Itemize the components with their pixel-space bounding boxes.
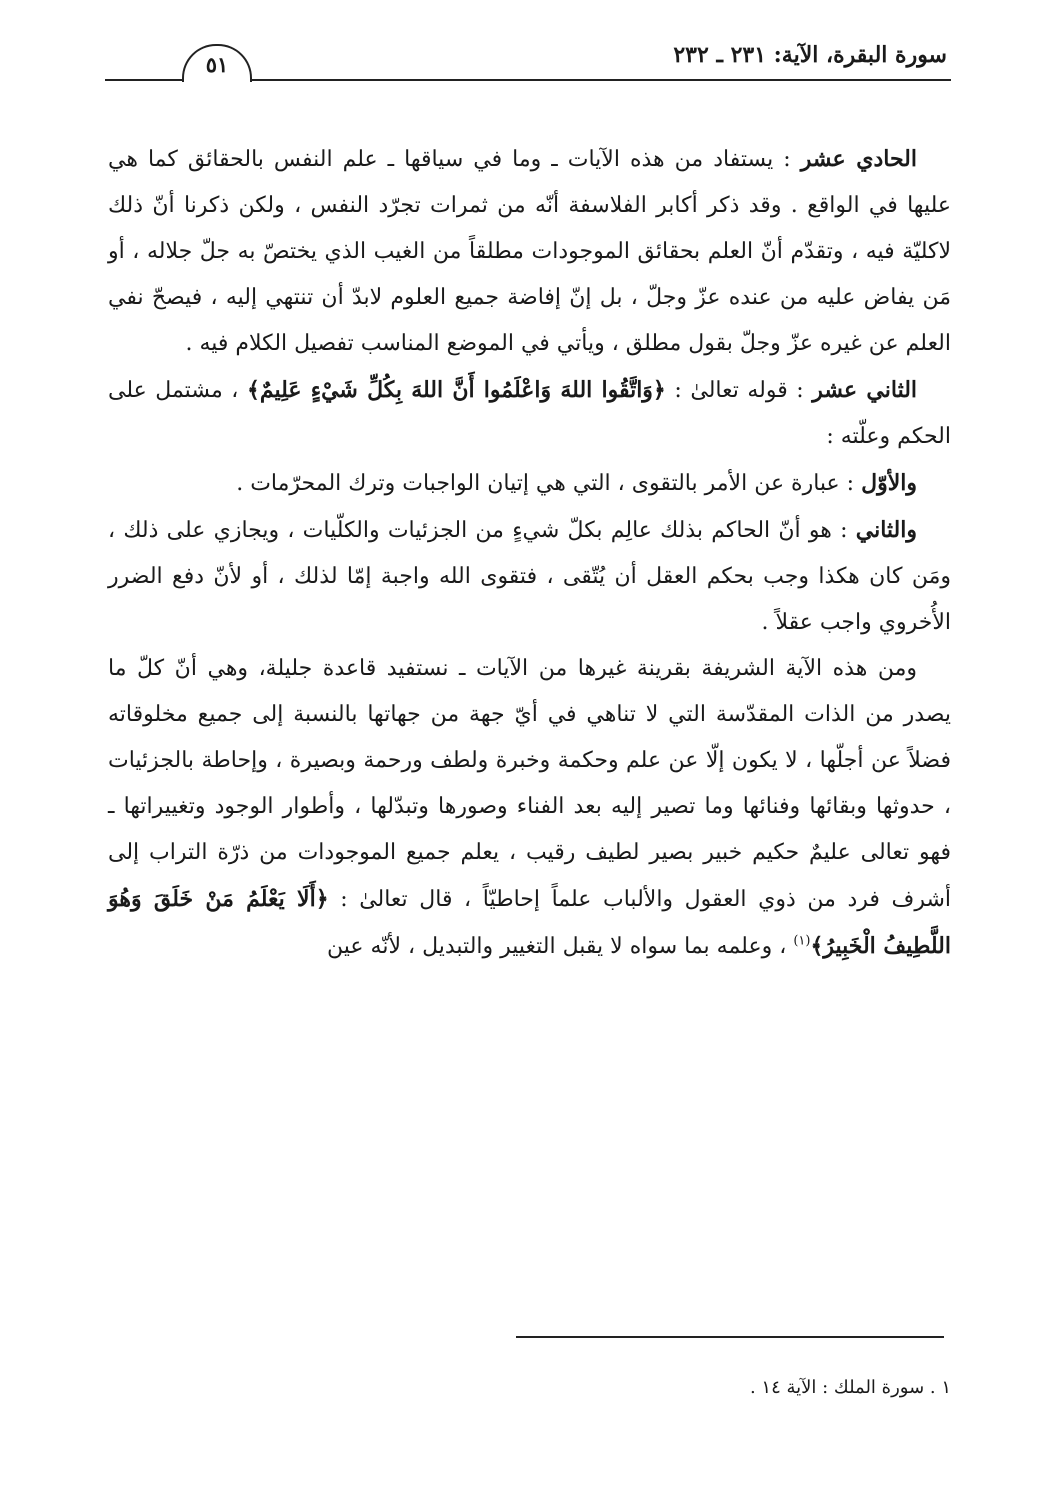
paragraph-second-point — [108, 507, 951, 646]
main-text — [108, 136, 951, 970]
paragraph-text: : يستفاد من هذه الآيات ـ وما في سياقها ـ علم النفس بالحقائق كما هي عليها في الواقع . وقد ذكر أكابر الفلاسفة أنّه من ثمرات تجرّد النفس ، ولكن ذكرنا أنّ ذلك لاكليّة فيه ، وتقدّم أنّ العلم بحقائق الموجودات مطلقاً من الغيب الذي يختصّ به جلّ جلاله ، أو مَن يفاض عليه من عنده عزّ وجلّ ، بل إنّ إفاضة جميع العلوم لابدّ أن تنتهي إليه ، فيصحّ نفي العلم عن غيره عزّ وجلّ بقول مطلق ، ويأتي في الموضع المناسب تفصيل الكلام فيه . — [108, 147, 951, 356]
paragraph-text: ، وعلمه بما سواه لا يقبل التغيير والتبديل ، لأنّه عين — [327, 934, 787, 959]
paragraph-text: ومن هذه الآية الشريفة بقرينة غيرها من الآيات ـ نستفيد قاعدة جليلة، وهي أنّ كلّ ما يصدر من الذات المقدّسة التي لا تناهي في أيّ جهة من جهاتها بالنسبة إلى جميع مخلوقاته فضلاً عن أجلّها ، لا يكون إلّا عن علم وحكمة وخبرة ولطف ورحمة وبصيرة ، وإحاطة بالجزئيات ، حدوثها وبقائها وفنائها وما تصير إليه بعد الفناء وصورها وتبدّلها ، وأطوار الوجود وتغييراتها ـ فهو تعالى عليمٌ حكيم خبير بصير لطيف رقيب ، يعلم جميع الموجودات من ذرّة التراب إلى أشرف فرد من ذوي العقول والألباب علماً إحاطيّاً ، قال تعالىٰ : — [108, 656, 952, 912]
paragraph-text: : هو أنّ الحاكم بذلك عالِم بكلّ شيءٍ من الجزئيات والكلّيات ، ويجازي على ذلك ، ومَن كان هكذا وجب بحكم العقل أن يُتّقى ، فتقوى الله واجبة إمّا لذلك ، أو لأنّ دفع الضرر الأُخروي واجب عقلاً . — [108, 518, 951, 635]
quran-verse: ﴿أَلَا يَعْلَمُ مَنْ خَلَقَ وَهُوَ اللَّطِيفُ الْخَبِيرُ﴾ — [108, 886, 951, 959]
paragraph-eleventh — [108, 136, 951, 367]
footnote-reference[interactable]: (١) — [793, 933, 811, 949]
section-lead: الثاني عشر — [812, 377, 918, 403]
running-title: سورة البقرة، الآية: ٢٣١ ـ ٢٣٢ — [673, 42, 947, 68]
paragraph-text: ، مشتمل على الحكم وعلّته : — [108, 378, 951, 449]
section-lead: والأوّل — [861, 470, 917, 496]
quran-verse: ﴿وَاتَّقُوا اللهَ وَاعْلَمُوا أَنَّ اللهَ بِكُلِّ شَيْءٍ عَلِيمٌ﴾ — [246, 377, 666, 403]
paragraph-text: : قوله تعالىٰ : — [674, 378, 804, 403]
paragraph-text: : عبارة عن الأمر بالتقوى ، التي هي إتيان الواجبات وترك المحرّمات . — [236, 471, 855, 496]
section-lead: والثاني — [855, 517, 917, 543]
paragraph-first-point — [108, 460, 951, 507]
footnote: ١ . سورة الملك : الآية ١٤ . — [749, 1377, 951, 1398]
section-lead: الحادي عشر — [800, 146, 918, 172]
page-number: ٥١ — [182, 44, 252, 82]
paragraph-rule — [108, 646, 951, 970]
footnote-rule — [516, 1336, 944, 1338]
paragraph-twelfth — [108, 367, 951, 460]
